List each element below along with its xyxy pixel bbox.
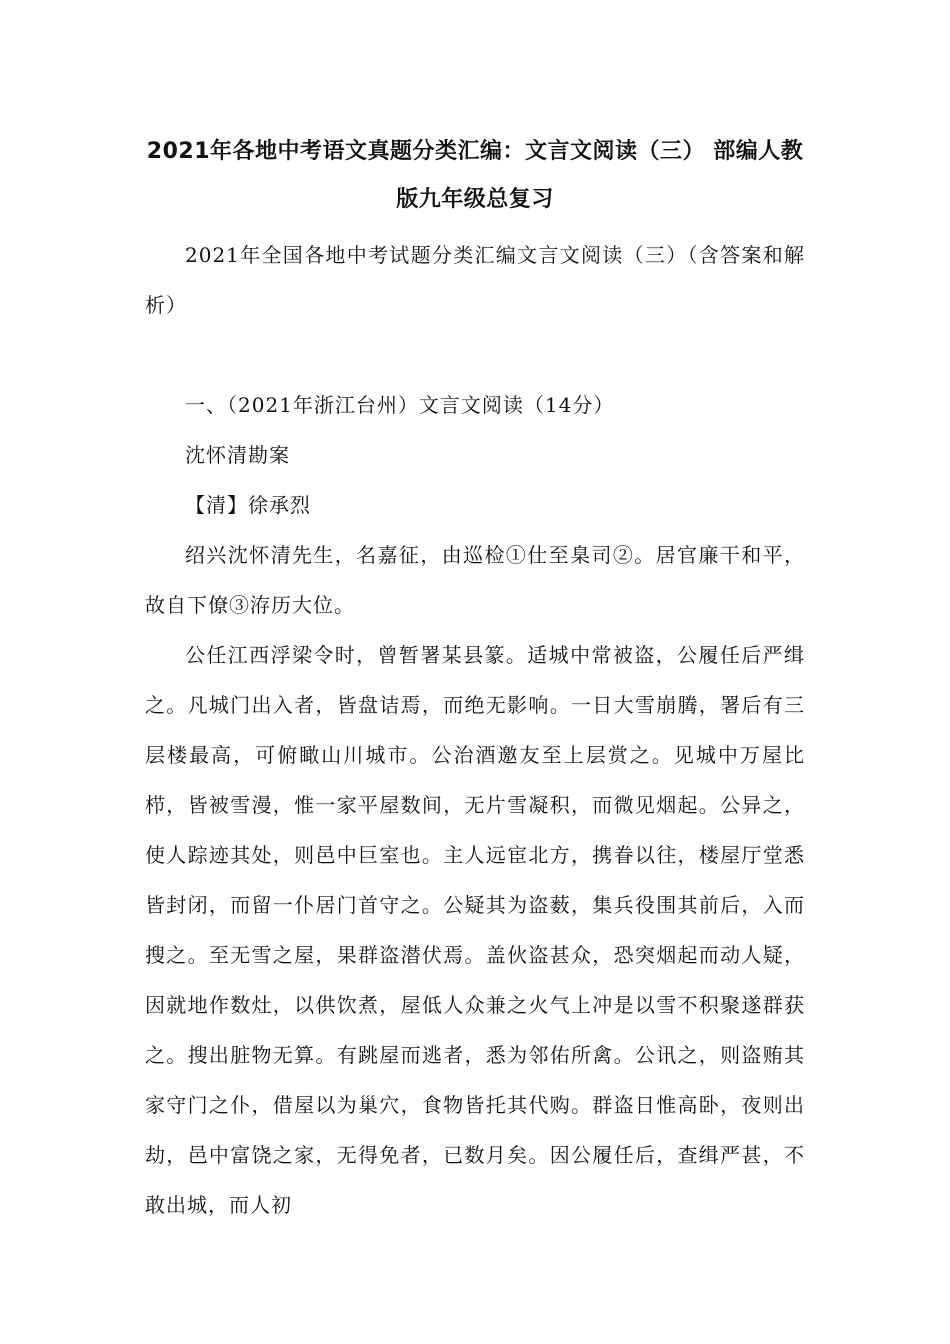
document-content [145,128,805,1230]
section-heading: 一、（2021年浙江台州）文言文阅读（14分） [185,393,615,417]
blank-line [145,330,805,380]
passage-author: 【清】徐承烈 [185,493,311,517]
document-title [145,128,805,224]
passage-paragraph-1: 绍兴沈怀清先生，名嘉征，由巡检①仕至臬司②。居官廉干和平，故自下僚③洊历大位。 [145,543,805,617]
title-line-2: 版九年级总复习 [396,187,554,212]
passage-title: 沈怀清勘案 [185,443,290,467]
title-line-1: 2021年各地中考语文真题分类汇编：文言文阅读（三） 部编人教 [146,139,804,164]
passage-paragraph-2: 公任江西浮梁令时，曾暂署某县篆。适城中常被盗，公履任后严缉之。凡城门出入者，皆盘诘焉，而绝无影响。一日大雪崩腾，署后有三层楼最高，可俯瞰山川城市。公治酒邀友至上层赏之。见城中万屋比栉，皆被雪漫，惟一家平屋数间，无片雪凝积，而微见烟起。公异之，使人踪迹其处，则邑中巨室也。主人远宦北方，携眷以往，楼屋厅堂悉皆封闭，而留一仆居门首守之。公疑其为盗薮，集兵役围其前后，入而搜之。至无雪之屋，果群盗潜伏焉。盖伙盗甚众，恐突烟起而动人疑，因就地作数灶，以供饮煮，屋低人众兼之火气上冲是以雪不积聚遂群获之。搜出脏物无算。有跳屋而逃者，悉为邻佑所禽。公讯之，则盗贿其家守门之仆，借屋以为巢穴，食物皆托其代购。群盗日惟高卧，夜则出劫，邑中富饶之家，无得免者，已数月矣。因公履任后，查缉严甚，不敢出城，而人初 [145,643,805,1217]
subtitle-paragraph: 2021年全国各地中考试题分类汇编文言文阅读（三）（含答案和解析） [145,243,805,317]
